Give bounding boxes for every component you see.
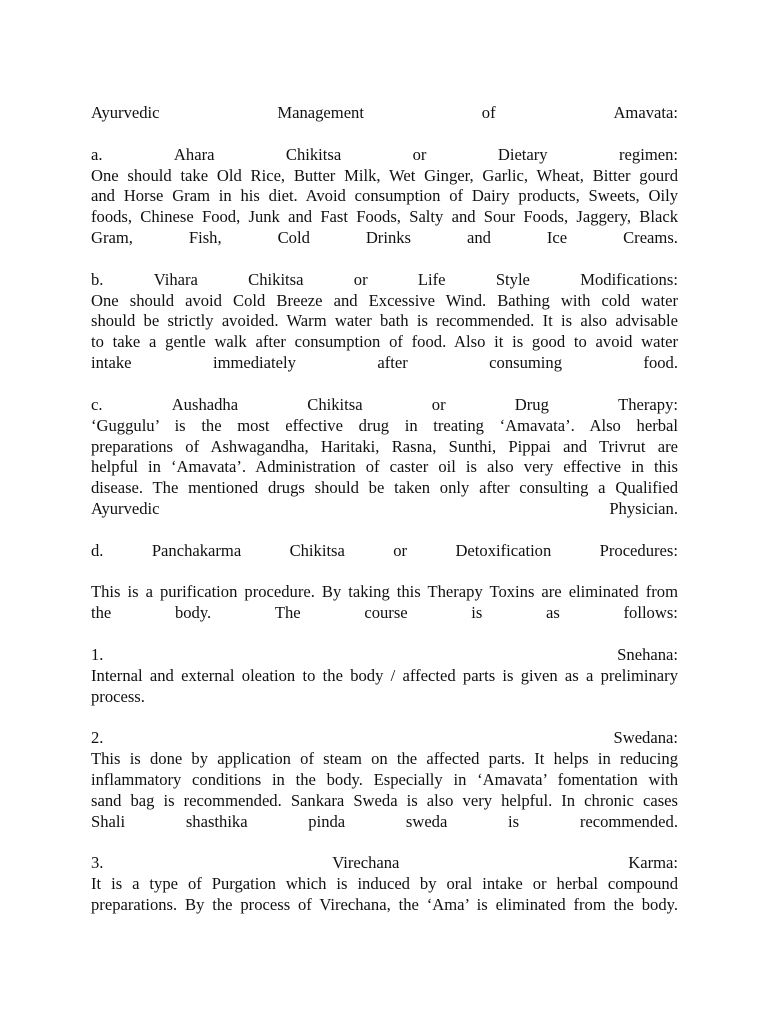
step-2-last-line [91, 812, 678, 833]
word: after [377, 353, 408, 373]
heading-word: Life [417, 269, 446, 289]
word: consuming [489, 353, 562, 373]
body-line: Internal and external oleation to the body / affected parts is given as a preliminary [91, 665, 678, 685]
heading-word: c. [91, 394, 103, 414]
body-line: to take a gentle walk after consumption of food. Also it is good to avoid water [91, 332, 678, 352]
section-b-last-line [91, 353, 678, 374]
word: as [546, 603, 560, 623]
body-line: This is done by application of steam on the affected parts. It helps in reducing [91, 749, 678, 769]
body-line: process. [91, 686, 145, 706]
word: The [274, 603, 301, 623]
word: sweda [405, 811, 448, 831]
word: Ice [546, 228, 568, 248]
heading-word: Karma: [628, 853, 678, 873]
heading-word: d. [91, 540, 104, 560]
heading-word: Style [495, 269, 530, 289]
heading-word: 2. [91, 728, 104, 748]
title-word: Ayurvedic [91, 103, 160, 122]
body-line: One should take Old Rice, Butter Milk, Wet Ginger, Garlic, Wheat, Bitter gourd [91, 165, 678, 185]
heading-word: Procedures: [599, 540, 678, 560]
body-line: ‘Guggulu’ is the most effective drug in treating ‘Amavata’. Also herbal [91, 415, 678, 435]
word: course [364, 603, 408, 623]
heading-word: or [412, 144, 427, 164]
document-title [91, 103, 678, 124]
word: Gram, [91, 228, 133, 248]
body-line: sand bag is recommended. Sankara Sweda is also very helpful. In chronic cases [91, 790, 678, 810]
heading-word: Ahara [173, 144, 215, 164]
word: follows: [623, 603, 678, 623]
heading-word: Modifications: [580, 269, 678, 289]
word: is [471, 603, 483, 623]
title-word: of [481, 103, 496, 122]
word: pinda [308, 811, 346, 831]
section-d-last-line [91, 603, 678, 624]
word: Ayurvedic [91, 499, 160, 519]
section-c-heading [91, 395, 678, 416]
word: intake [91, 353, 132, 373]
word: recommended. [579, 811, 678, 831]
word: Physician. [609, 499, 678, 519]
word: Drinks [365, 228, 411, 248]
document-page [91, 103, 678, 916]
step-1-heading [91, 645, 678, 666]
word: the [91, 603, 112, 623]
word: Cold [277, 228, 310, 248]
word: body. [174, 603, 212, 623]
body-line: disease. The mentioned drugs should be taken only after consulting a Qualified [91, 478, 678, 498]
heading-word: Detoxification [455, 540, 552, 560]
heading-word: 1. [91, 644, 104, 664]
word: immediately [212, 353, 296, 373]
body-line: inflammatory conditions in the body. Especially in ‘Amavata’ fomentation with [91, 770, 678, 789]
heading-word: Dietary [497, 144, 548, 164]
heading-word: or [353, 269, 368, 289]
heading-word: Chikitsa [289, 540, 345, 560]
body-line: This is a purification procedure. By taking this Therapy Toxins are eliminated from [91, 582, 678, 602]
heading-word: Therapy: [618, 394, 678, 414]
heading-word: Snehana: [617, 644, 678, 664]
heading-word: Chikitsa [248, 269, 304, 289]
title-word: Management [277, 103, 364, 122]
body-line: One should avoid Cold Breeze and Excessive Wind. Bathing with cold water [91, 290, 678, 310]
section-c-last-line [91, 499, 678, 520]
word: is [508, 811, 520, 831]
word: Creams. [623, 228, 678, 248]
word: food. [643, 353, 678, 373]
heading-word: Virechana [332, 853, 400, 873]
section-a-last-line [91, 228, 678, 249]
section-d-heading [91, 541, 678, 562]
step-3-heading [91, 853, 678, 874]
heading-word: Panchakarma [151, 540, 242, 560]
body-line: foods, Chinese Food, Junk and Fast Foods, Salty and Sour Foods, Jaggery, Black [91, 207, 678, 227]
word: shasthika [185, 811, 248, 831]
body-line: It is a type of Purgation which is induced by oral intake or herbal compound [91, 874, 678, 894]
heading-word: a. [91, 144, 103, 164]
body-line: helpful in ‘Amavata’. Administration of caster oil is also very effective in this [91, 457, 678, 477]
heading-word: 3. [91, 853, 104, 873]
heading-word: Chikitsa [307, 394, 363, 414]
body-line: should be strictly avoided. Warm water bath is recommended. It is also advisable [91, 311, 678, 331]
heading-word: Swedana: [613, 728, 678, 748]
section-b-heading [91, 270, 678, 291]
body-line: preparations of Ashwagandha, Haritaki, Rasna, Sunthi, Pippai and Trivrut are [91, 436, 678, 456]
body-line: and Horse Gram in his diet. Avoid consumption of Dairy products, Sweets, Oily [91, 186, 678, 206]
body-line: preparations. By the process of Virechana, the ‘Ama’ is eliminated from the body. [91, 895, 678, 915]
word: Shali [91, 811, 126, 831]
heading-word: b. [91, 269, 104, 289]
heading-word: Chikitsa [285, 144, 342, 164]
word: Fish, [188, 228, 222, 248]
word: and [466, 228, 491, 248]
heading-word: regimen: [619, 144, 678, 164]
heading-word: Vihara [153, 269, 198, 289]
heading-word: or [431, 394, 446, 414]
heading-word: Drug [514, 394, 549, 414]
step-2-heading [91, 728, 678, 749]
title-word: Amavata: [613, 103, 678, 122]
section-a-heading [91, 145, 678, 166]
heading-word: Aushadha [171, 394, 239, 414]
heading-word: or [393, 540, 408, 560]
